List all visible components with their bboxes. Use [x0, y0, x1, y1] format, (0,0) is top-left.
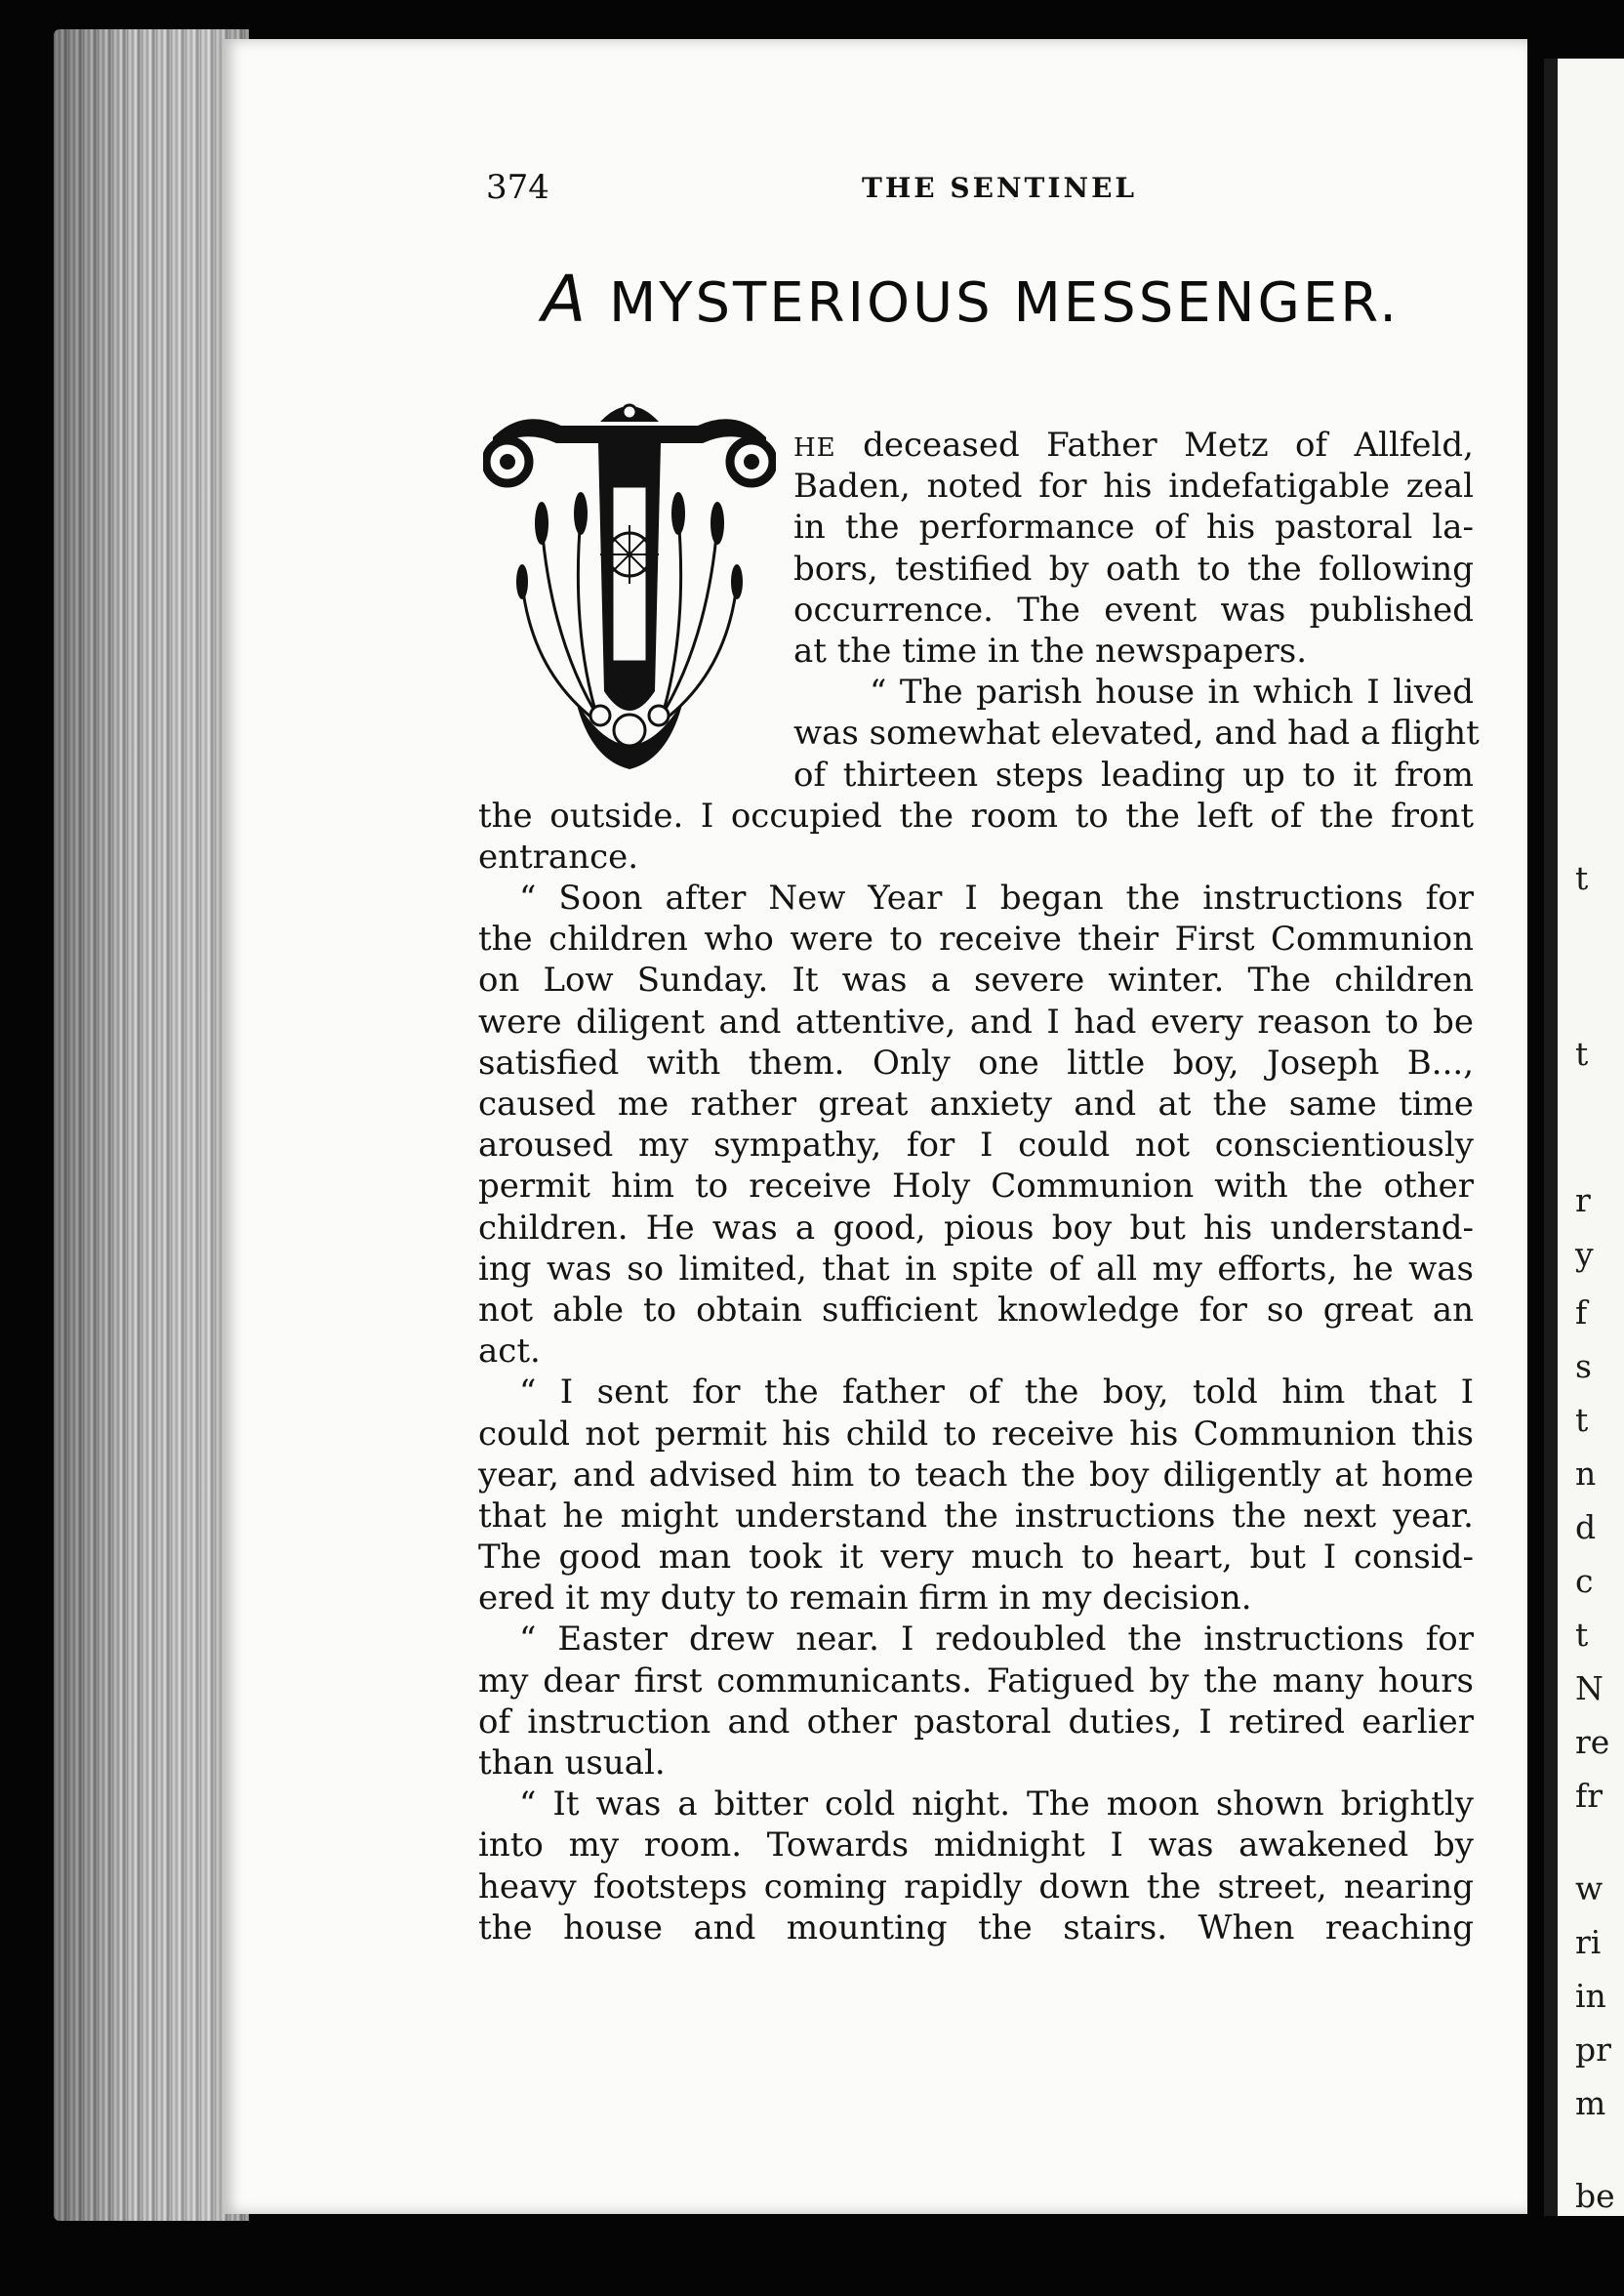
- text-line: Baden, noted for his indefatigable zeal: [793, 467, 1474, 507]
- text-line: than usual.: [478, 1743, 666, 1783]
- text-line: satisfied with them. Only one little boy, Joseph B...,: [478, 1043, 1474, 1083]
- text-line: children. He was a good, pious boy but his understand-: [478, 1208, 1474, 1248]
- text-line: the outside. I occupied the room to the left of the front: [478, 796, 1474, 836]
- text-line: caused me rather great anxiety and at the same time: [478, 1085, 1474, 1124]
- next-page-text-fragment: in: [1575, 1977, 1606, 2015]
- text-line: at the time in the newspapers.: [793, 631, 1308, 671]
- next-page-text-fragment: N: [1575, 1669, 1604, 1707]
- text-line: “ Soon after New Year I began the instructions for: [519, 879, 1474, 919]
- next-page-text-fragment: m: [1575, 2084, 1606, 2122]
- title-text: MYSTERIOUS MESSENGER.: [589, 271, 1401, 335]
- book-page-edges: [54, 29, 249, 2221]
- opening-line-text: deceased Father Metz of Allfeld,: [835, 426, 1474, 465]
- next-page-text-fragment: c: [1575, 1562, 1594, 1600]
- text-line: on Low Sunday. It was a severe winter. The children: [478, 961, 1474, 1001]
- next-page-text-fragment: d: [1575, 1508, 1597, 1546]
- next-page-text-fragment: be: [1575, 2177, 1615, 2215]
- next-page-text-fragment: f: [1575, 1293, 1588, 1332]
- next-page-text-fragment: re: [1575, 1723, 1610, 1761]
- text-line: occurrence. The event was published: [793, 590, 1474, 630]
- next-page-text-fragment: ri: [1575, 1923, 1602, 1961]
- text-line: [793, 425, 1474, 466]
- text-line: was somewhat elevated, and had a flight: [793, 714, 1480, 754]
- text-line: the house and mounting the stairs. When reaching: [478, 1907, 1474, 1948]
- next-page-text-fragment: t: [1575, 1401, 1589, 1439]
- text-line: year, and advised him to teach the boy diligently at home: [478, 1455, 1474, 1495]
- text-line: were diligent and attentive, and I had every reason to be: [478, 1002, 1474, 1042]
- next-page-text-fragment: t: [1575, 1616, 1589, 1654]
- next-page-text-fragment: w: [1575, 1869, 1604, 1907]
- running-head: [486, 168, 1462, 207]
- opening-smallcaps: HE: [793, 433, 836, 463]
- text-line: “ I sent for the father of the boy, told him that I: [519, 1373, 1474, 1413]
- text-line: in the performance of his pastoral la-: [793, 508, 1474, 548]
- text-line: bors, testified by oath to the following: [793, 549, 1474, 589]
- next-page-text-fragment: n: [1575, 1455, 1597, 1493]
- text-line: “ The parish house in which I lived: [870, 673, 1474, 713]
- text-line: my dear first communicants. Fatigued by the many hours: [478, 1660, 1474, 1701]
- running-title: THE SENTINEL: [862, 172, 1138, 204]
- next-page-text-fragment: t: [1575, 859, 1589, 897]
- text-line: of thirteen steps leading up to it from: [793, 755, 1474, 795]
- text-line: of instruction and other pastoral duties, I retired earlier: [478, 1702, 1474, 1742]
- title-initial: A: [542, 262, 589, 337]
- text-line: “ It was a bitter cold night. The moon shown brightly: [519, 1784, 1474, 1824]
- next-page-text-fragment: r: [1575, 1181, 1591, 1219]
- next-page-text-fragment: y: [1575, 1235, 1594, 1273]
- text-line: heavy footsteps coming rapidly down the street, nearing: [478, 1866, 1474, 1906]
- text-line: the children who were to receive their First Communion: [478, 920, 1474, 960]
- next-page-text-fragment: fr: [1575, 1777, 1603, 1815]
- text-line: permit him to receive Holy Communion with the other: [478, 1167, 1474, 1207]
- text-line: that he might understand the instructions the next year.: [478, 1496, 1474, 1536]
- article-title: [542, 262, 1479, 337]
- text-line: act.: [478, 1332, 541, 1372]
- next-page-edge: [1544, 59, 1624, 2216]
- next-page-text-fragment: pr: [1575, 2030, 1611, 2069]
- text-line: aroused my sympathy, for I could not conscientiously: [478, 1126, 1474, 1166]
- article-body: [478, 425, 1480, 1948]
- page-number: 374: [486, 168, 549, 207]
- text-line: into my room. Towards midnight I was awakened by: [478, 1825, 1474, 1866]
- text-line: ered it my duty to remain firm in my decision.: [478, 1578, 1252, 1619]
- text-line: not able to obtain sufficient knowledge for so great an: [478, 1290, 1474, 1330]
- text-line: The good man took it very much to heart, but I consid-: [478, 1538, 1474, 1578]
- text-line: “ Easter drew near. I redoubled the instructions for: [519, 1620, 1474, 1660]
- text-line: entrance.: [478, 837, 639, 877]
- text-line: could not permit his child to receive his Communion this: [478, 1414, 1474, 1454]
- text-line: ing was so limited, that in spite of all my efforts, he was: [478, 1249, 1474, 1289]
- next-page-text-fragment: s: [1575, 1347, 1592, 1385]
- next-page-text-fragment: t: [1575, 1035, 1589, 1073]
